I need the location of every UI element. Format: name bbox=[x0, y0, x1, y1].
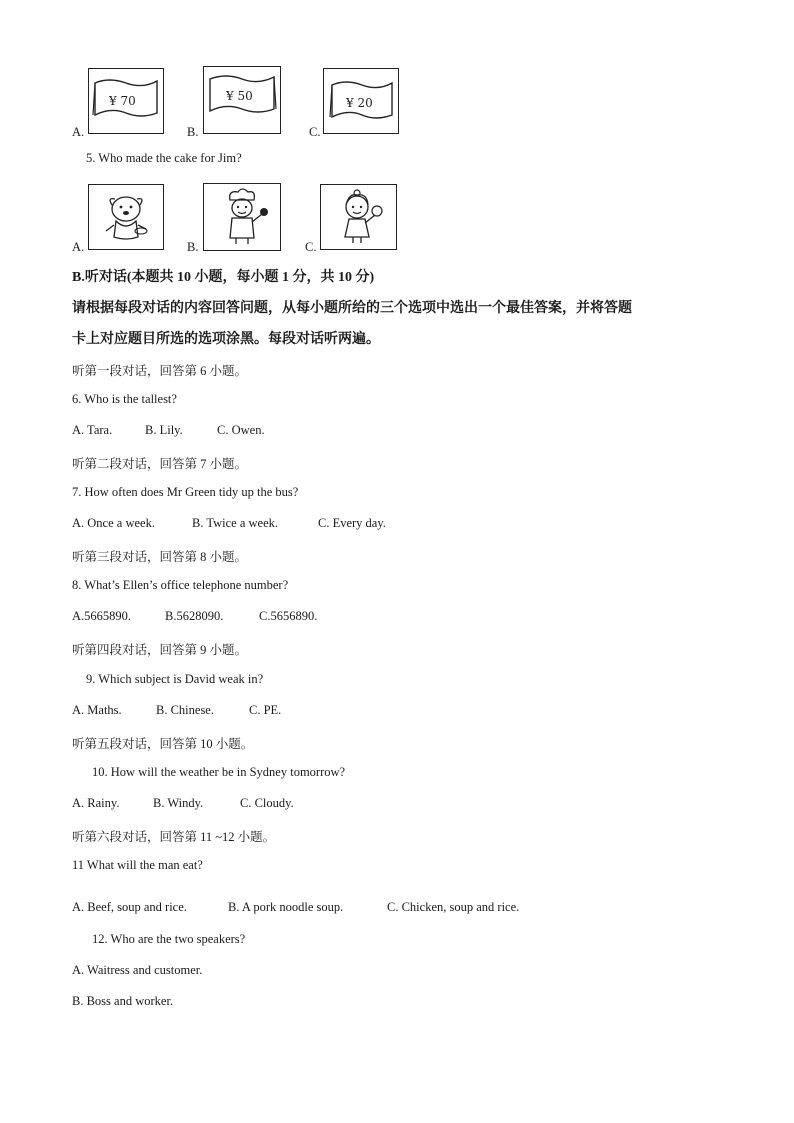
option-b: B.5628090. bbox=[165, 609, 224, 623]
dialogue-intro: 听第三段对话，回答第 8 小题。 bbox=[72, 550, 248, 564]
question-7: 7. How often does Mr Green tidy up the bus? bbox=[72, 485, 299, 499]
option-c: C. PE. bbox=[249, 703, 282, 717]
question-10: 10. How will the weather be in Sydney tomorrow? bbox=[92, 765, 346, 779]
option-a: A. Maths. bbox=[72, 703, 122, 717]
dialogue-intro: 听第五段对话，回答第 10 小题。 bbox=[72, 737, 254, 751]
q5-option-c-image bbox=[320, 184, 397, 250]
section-b-heading: B.听对话(本题共 10 小题，每小题 1 分，共 10 分) bbox=[72, 270, 375, 285]
option-c: C. Chicken, soup and rice. bbox=[387, 900, 520, 914]
dialogue-intro: 听第六段对话，回答第 11 ~12 小题。 bbox=[72, 830, 276, 844]
question-12-option-b: B. Boss and worker. bbox=[72, 994, 174, 1008]
q5-option-a-letter: A. bbox=[72, 240, 85, 254]
q4-option-b-image bbox=[203, 66, 281, 134]
option-a: A. Once a week. bbox=[72, 516, 155, 530]
dialogue-intro: 听第四段对话，回答第 9 小题。 bbox=[72, 643, 248, 657]
q4-option-a-letter: A. bbox=[72, 125, 85, 139]
question-8: 8. What’s Ellen’s office telephone number? bbox=[72, 578, 289, 592]
q4-option-b-letter: B. bbox=[187, 125, 199, 139]
chef-character-icon bbox=[204, 184, 280, 250]
question-11: 11 What will the man eat? bbox=[72, 858, 203, 872]
question-9: 9. Which subject is David weak in? bbox=[86, 672, 264, 686]
q5-option-a-image bbox=[88, 184, 164, 250]
dialogue-intro: 听第二段对话，回答第 7 小题。 bbox=[72, 457, 248, 471]
banner-icon bbox=[89, 69, 163, 133]
question-12-option-a: A. Waitress and customer. bbox=[72, 963, 203, 977]
q5-option-b-image bbox=[203, 183, 281, 251]
q4-option-a-image bbox=[88, 68, 164, 134]
q4-option-a-amount: ¥ 70 bbox=[109, 94, 136, 108]
option-c: C. Owen. bbox=[217, 423, 265, 437]
section-b-instruction-line1: 请根据每段对话的内容回答问题，从每小题所给的三个选项中选出一个最佳答案，并将答题 bbox=[72, 301, 632, 316]
option-b: B. Twice a week. bbox=[192, 516, 279, 530]
option-c: C. Every day. bbox=[318, 516, 386, 530]
q5-option-c-letter: C. bbox=[305, 240, 317, 254]
girl-character-icon bbox=[321, 185, 396, 249]
option-b: B. Chinese. bbox=[156, 703, 214, 717]
q5-option-b-letter: B. bbox=[187, 240, 199, 254]
option-c: C.5656890. bbox=[259, 609, 318, 623]
banner-icon bbox=[324, 69, 398, 133]
dialogue-intro: 听第一段对话，回答第 6 小题。 bbox=[72, 364, 248, 378]
option-a: A. Rainy. bbox=[72, 796, 120, 810]
q4-option-b-amount: ¥ 50 bbox=[226, 89, 253, 103]
q4-option-c-amount: ¥ 20 bbox=[346, 96, 373, 110]
q4-option-c-image bbox=[323, 68, 399, 134]
option-b: B. Windy. bbox=[153, 796, 204, 810]
section-b-instruction-line2: 卡上对应题目所选的选项涂黑。每段对话听两遍。 bbox=[72, 332, 380, 347]
option-a: A. Beef, soup and rice. bbox=[72, 900, 187, 914]
question-6: 6. Who is the tallest? bbox=[72, 392, 177, 406]
banner-icon bbox=[204, 67, 280, 133]
option-a: A. Tara. bbox=[72, 423, 113, 437]
option-a: A.5665890. bbox=[72, 609, 132, 623]
option-b: B. Lily. bbox=[145, 423, 183, 437]
q5-question: 5. Who made the cake for Jim? bbox=[86, 151, 242, 165]
question-12: 12. Who are the two speakers? bbox=[92, 932, 246, 946]
q4-option-c-letter: C. bbox=[309, 125, 321, 139]
dog-character-icon bbox=[89, 185, 163, 249]
option-c: C. Cloudy. bbox=[240, 796, 294, 810]
option-b: B. A pork noodle soup. bbox=[228, 900, 344, 914]
